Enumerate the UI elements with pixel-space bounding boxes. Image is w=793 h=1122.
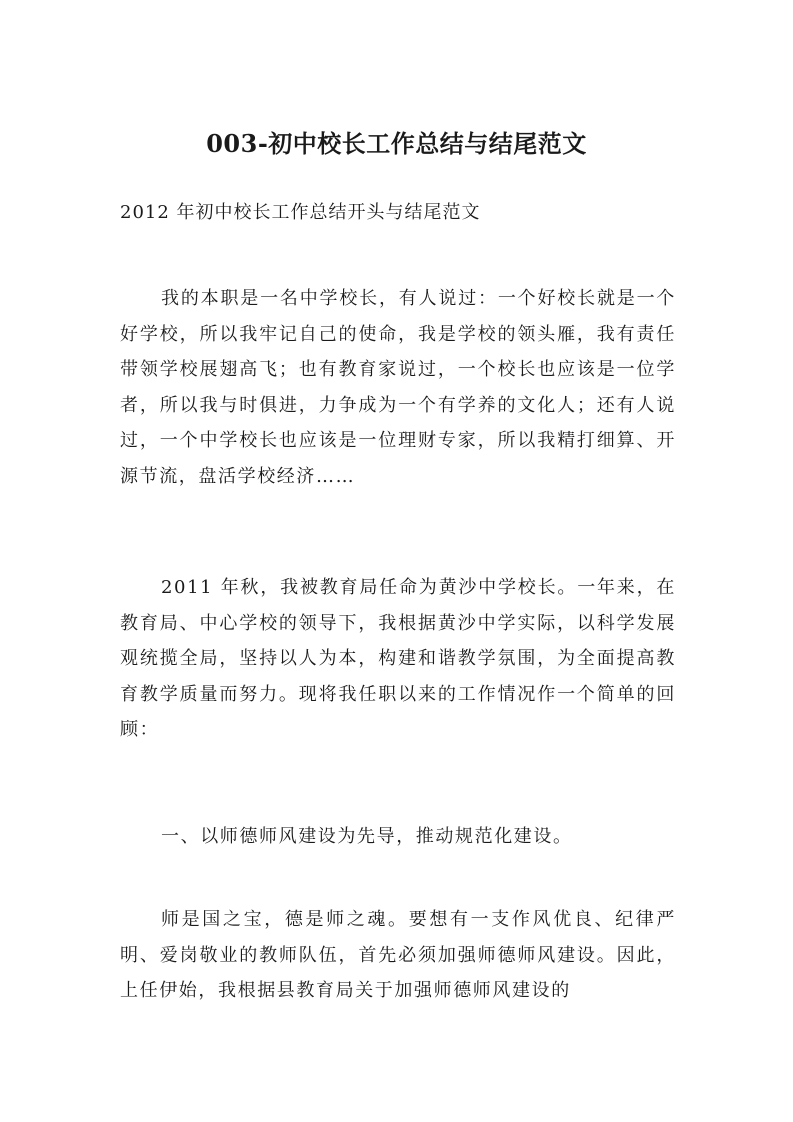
paragraph-intro: 我的本职是一名中学校长，有人说过：一个好校长就是一个好学校，所以我牢记自己的使命，我是学校的领头雁，我有责任带领学校展翅高飞；也有教育家说过，一个校长也应该是一位学者，所以我与时俱进，力争成为一个有学养的文化人；还有人说过，一个中学校长也应该是一位理财专家，所以我精打细算、开源节流，盘活学校经济…… [120,288,676,487]
document-subtitle: 2012 年初中校长工作总结开头与结尾范文 [120,202,481,223]
paragraph-ethics: 师是国之宝，德是师之魂。要想有一支作风优良、纪律严明、爱岗敬业的教师队伍，首先必须加强师德师风建设。因此，上任伊始，我根据县教育局关于加强师德师风建设的 [120,909,676,1001]
paragraph-appointment: 2011 年秋，我被教育局任命为黄沙中学校长。一年来，在教育局、中心学校的领导下，我根据黄沙中学实际，以科学发展观统揽全局，坚持以人为本，构建和谐教学氛围，为全面提高教育教学质量而努力。现将我任职以来的工作情况作一个简单的回顾： [120,577,676,740]
document-title: 003-初中校长工作总结与结尾范文 [206,129,587,158]
section-heading: 一、以师德师风建设为先导，推动规范化建设。 [161,826,573,847]
